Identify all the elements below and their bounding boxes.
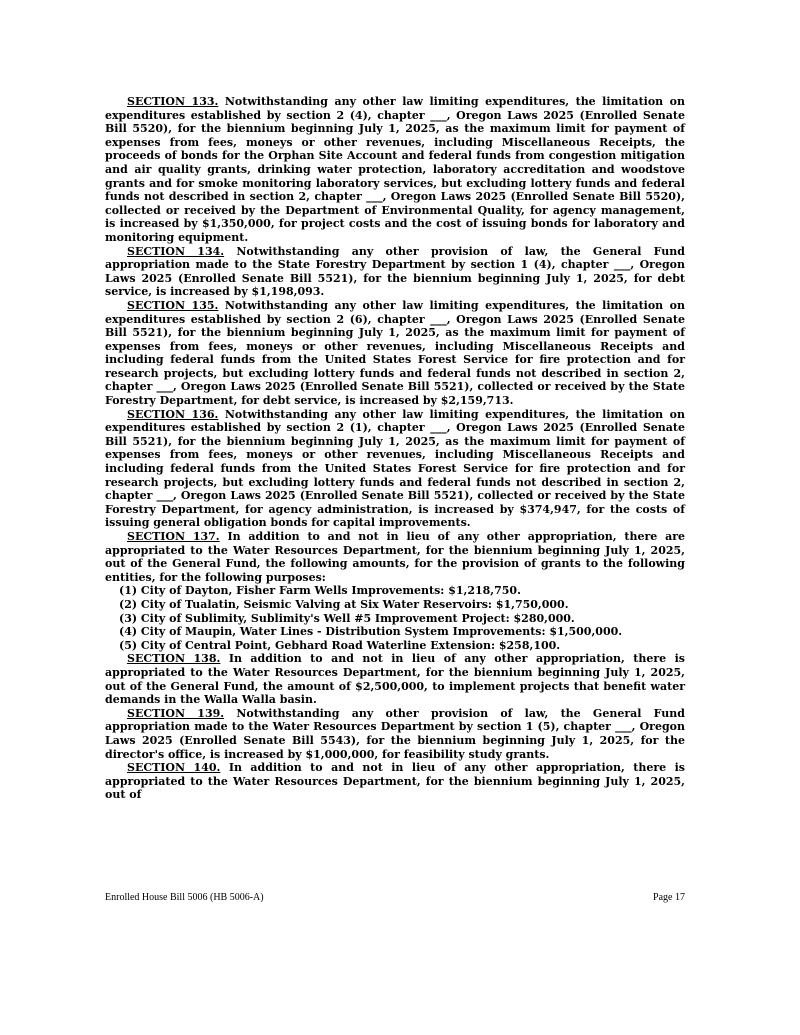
page-number: Page 17 <box>653 892 685 903</box>
section-heading: SECTION 139. <box>127 706 225 720</box>
document-body <box>105 95 685 802</box>
section-text: Notwithstanding any other law limiting expenditures, the limitation on expenditures established by section 2 (6), chapter ___, Oregon Laws 2025 (Enrolled Senate Bill 5521), for the biennium beginning July 1, 2025, as the maximum limit for payment of expenses from fees, moneys or other revenues, including Miscellaneous Receipts and including federal funds from the United States Forest Service for fire protection and for research projects, but excluding lottery funds and federal funds not described in section 2, chapter ___, Oregon Laws 2025 (Enrolled Senate Bill 5521), collected or received by the State Forestry Department, for debt service, is increased by $2,159,713. <box>105 298 685 408</box>
list-item: (2) City of Tualatin, Seismic Valving at Six Water Reservoirs: $1,750,000. <box>119 597 569 611</box>
section-135 <box>105 299 685 408</box>
section-text: In addition to and not in lieu of any other appropriation, there are appropriated to the Water Resources Department, for the biennium beginning July 1, 2025, out of the General Fund, the following amounts, for the provision of grants to the following entities, for the following purposes: <box>105 530 685 584</box>
section-136 <box>105 408 685 530</box>
section-text: In addition to and not in lieu of any other appropriation, there is appropriated to the Water Resources Department, for the biennium beginning July 1, 2025, out of <box>105 761 685 802</box>
bill-identifier: Enrolled House Bill 5006 (HB 5006-A) <box>105 892 264 903</box>
section-heading: SECTION 136. <box>127 407 219 421</box>
section-heading: SECTION 137. <box>127 530 220 543</box>
section-138 <box>105 652 685 706</box>
list-item: (5) City of Central Point, Gebhard Road Waterline Extension: $258,100. <box>119 638 561 652</box>
section-heading: SECTION 138. <box>127 652 221 666</box>
section-134 <box>105 245 685 299</box>
section-heading: SECTION 140. <box>127 761 221 775</box>
section-137 <box>105 530 685 584</box>
page-footer <box>105 892 685 903</box>
section-heading: SECTION 135. <box>127 298 219 312</box>
section-text: Notwithstanding any other law limiting expenditures, the limitation on expenditures established by section 2 (1), chapter ___, Oregon Laws 2025 (Enrolled Senate Bill 5521), for the biennium beginning July 1, 2025, as the maximum limit for payment of expenses from fees, moneys or other revenues, including Miscellaneous Receipts and including federal funds from the United States Forest Service for fire protection and for research projects, but excluding lottery funds and federal funds not described in section 2, chapter ___, Oregon Laws 2025 (Enrolled Senate Bill 5521), collected or received by the State Forestry Department, for agency administration, is increased by $374,947, for the costs of issuing general obligation bonds for capital improvements. <box>105 407 685 530</box>
section-text: In addition to and not in lieu of any other appropriation, there is appropriated to the Water Resources Department, for the biennium beginning July 1, 2025, out of the General Fund, the amount of $2,500,000, to implement projects that benefit water demands in the Walla Walla basin. <box>105 652 685 707</box>
list-item: (1) City of Dayton, Fisher Farm Wells Improvements: $1,218,750. <box>119 584 521 598</box>
section-140 <box>105 761 685 802</box>
section-139 <box>105 707 685 761</box>
section-text: Notwithstanding any other provision of law, the General Fund appropriation made to the Water Resources Department by section 1 (5), chapter ___, Oregon Laws 2025 (Enrolled Senate Bill 5543), for the biennium beginning July 1, 2025, for the director's office, is increased by $1,000,000, for feasibility study grants. <box>105 706 685 761</box>
section-heading: SECTION 133. <box>127 95 219 108</box>
section-133 <box>105 95 685 245</box>
section-text: Notwithstanding any other law limiting expenditures, the limitation on expenditures established by section 2 (4), chapter ___, Oregon Laws 2025 (Enrolled Senate Bill 5520), for the biennium beginning July 1, 2025, as the maximum limit for payment of expenses from fees, moneys or other revenues, including Miscellaneous Receipts, the proceeds of bonds for the Orphan Site Account and federal funds from congestion mitigation and air quality grants, drinking water protection, laboratory accreditation and woodstove grants and for smoke monitoring laboratory services, but excluding lottery funds and federal funds not described in section 2, chapter ___, Oregon Laws 2025 (Enrolled Senate Bill 5520), collected or received by the Department of Environmental Quality, for agency management, is increased by $1,350,000, for project costs and the cost of issuing bonds for laboratory and monitoring equipment. <box>105 95 685 244</box>
section-heading: SECTION 134. <box>127 244 225 258</box>
list-item: (3) City of Sublimity, Sublimity's Well #5 Improvement Project: $280,000. <box>119 611 575 625</box>
list-item: (4) City of Maupin, Water Lines - Distribution System Improvements: $1,500,000. <box>119 625 623 639</box>
section-text: Notwithstanding any other provision of law, the General Fund appropriation made to the State Forestry Department by section 1 (4), chapter ___, Oregon Laws 2025 (Enrolled Senate Bill 5521), for the biennium beginning July 1, 2025, for debt service, is increased by $1,198,093. <box>105 244 685 299</box>
